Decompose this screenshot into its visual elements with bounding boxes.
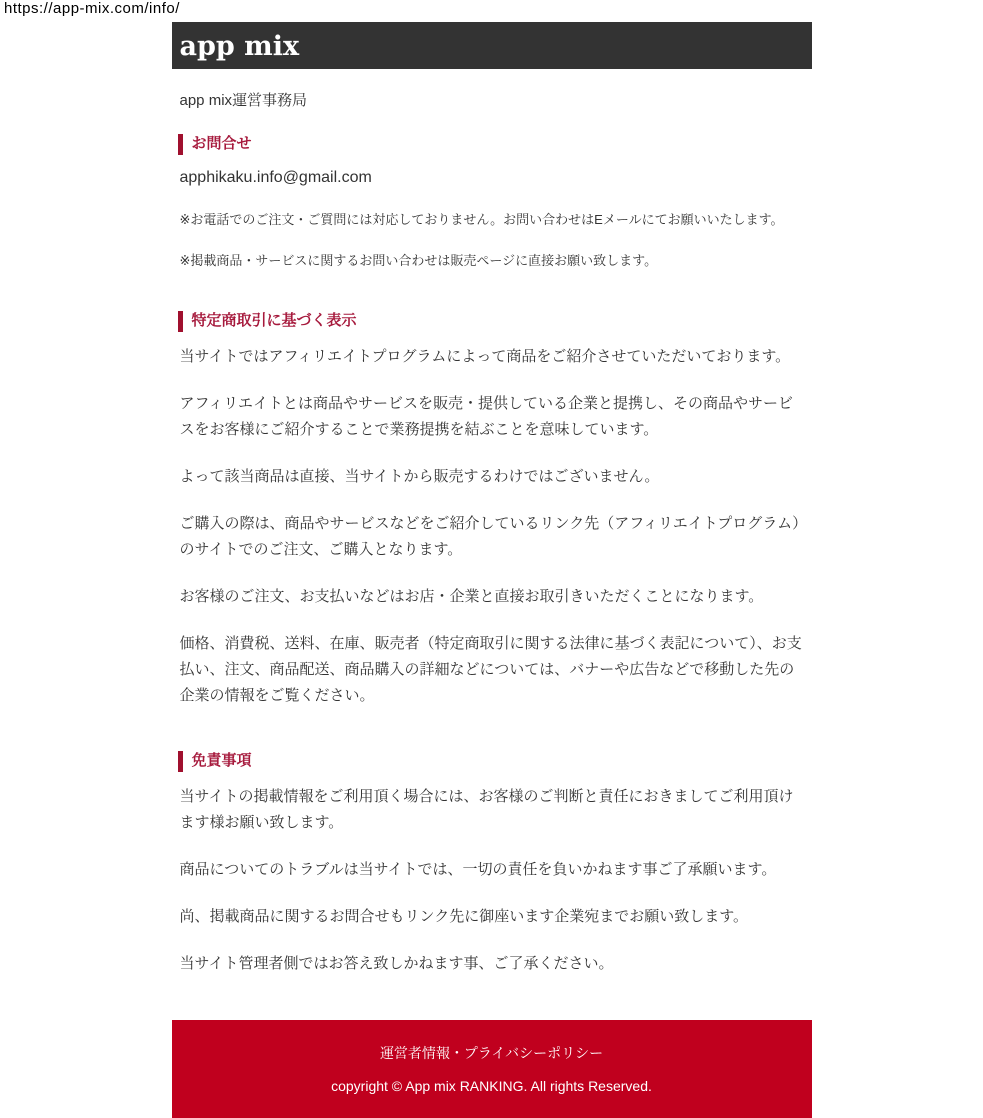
section-transaction (180, 311, 804, 709)
transaction-paragraph: 価格、消費税、送料、在庫、販売者（特定商取引に関する法律に基づく表記について）、お支払い、注文、商品配送、商品購入の詳細などについては、バナーや広告などで移動した先の企業の情報をご覧ください。 (179, 635, 802, 704)
contact-note-phone: ※お電話でのご注文・ご質問には対応しておりません。お問い合わせはEメールにてお願いいたします。 (179, 212, 784, 227)
footer-copyright: copyright © App mix RANKING. All rights Reserved. (331, 1078, 652, 1094)
section-title-contact: お問合せ (178, 134, 804, 155)
main-content (172, 92, 812, 977)
transaction-paragraph: 当サイトではアフィリエイトプログラムによって商品をご紹介させていただいております。 (179, 348, 791, 365)
section-title-transaction: 特定商取引に基づく表示 (178, 311, 804, 332)
site-footer (172, 1020, 812, 1118)
transaction-paragraph: お客様のご注文、お支払いなどはお店・企業と直接お取引きいただくことになります。 (179, 588, 764, 605)
disclaimer-paragraph: 当サイト管理者側ではお答え致しかねます事、ご了承ください。 (179, 955, 614, 972)
contact-note-products: ※掲載商品・サービスに関するお問い合わせは販売ページに直接お願い致します。 (179, 253, 658, 268)
footer-privacy-link[interactable]: 運営者情報・プライバシーポリシー (379, 1045, 604, 1061)
intro-text: app mix運営事務局 (179, 92, 308, 109)
transaction-paragraph: アフィリエイトとは商品やサービスを販売・提供している企業と提携し、その商品やサービスをお客様にご紹介することで業務提携を結ぶことを意味しています。 (179, 395, 794, 438)
page-url: https://app-mix.com/info/ (4, 0, 180, 17)
section-disclaimer (180, 751, 804, 977)
disclaimer-paragraph: 商品についてのトラブルは当サイトでは、一切の責任を負いかねます事ご了承願います。 (179, 861, 777, 878)
disclaimer-paragraph: 当サイトの掲載情報をご利用頂く場合には、お客様のご判断と責任におきましてご利用頂けます様お願い致します。 (179, 788, 794, 831)
section-title-disclaimer: 免責事項 (178, 751, 804, 772)
site-header (172, 22, 812, 69)
transaction-paragraph: よって該当商品は直接、当サイトから販売するわけではございません。 (179, 468, 660, 485)
transaction-paragraph: ご購入の際は、商品やサービスなどをご紹介しているリンク先（アフィリエイトプログラム）のサイトでのご注文、ご購入となります。 (179, 515, 800, 558)
page-container (172, 0, 812, 1118)
site-logo[interactable]: app mix (179, 31, 300, 62)
section-contact (180, 134, 804, 269)
contact-email: apphikaku.info@gmail.com (179, 169, 372, 186)
disclaimer-paragraph: 尚、掲載商品に関するお問合せもリンク先に御座います企業宛までお願い致します。 (179, 908, 749, 925)
